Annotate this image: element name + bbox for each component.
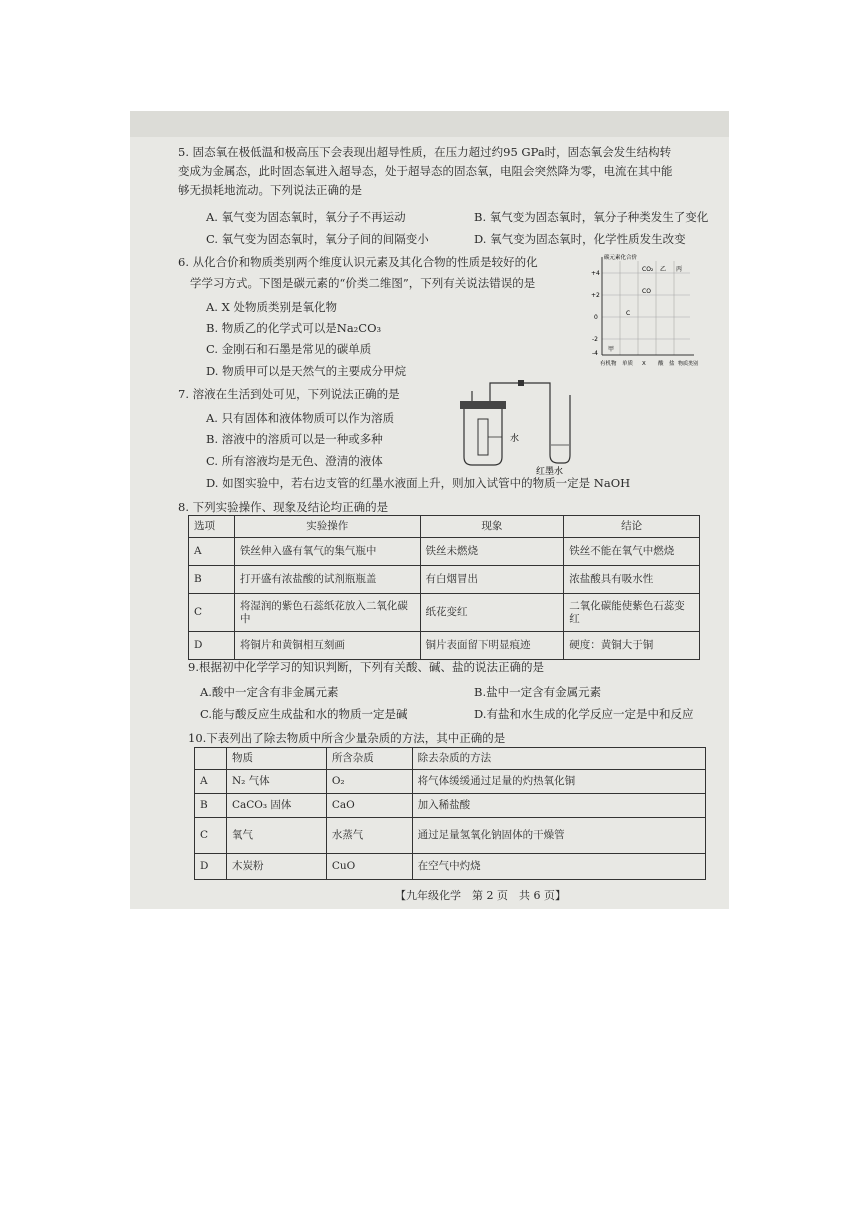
cell: 铁丝伸入盛有氧气的集气瓶中 [234, 538, 420, 566]
q6-line2: 学学习方式。下图是碳元素的“价类二维图”，下列有关说法错误的是 [190, 276, 536, 290]
tick-0: 0 [594, 314, 598, 321]
cell: 将气体缓缓通过足量的灼热氧化铜 [412, 770, 705, 794]
q8-header: 现象 [420, 516, 564, 538]
tube-clamp [518, 380, 524, 386]
q9-title: 9.根据初中化学学习的知识判断，下列有关酸、碱、盐的说法正确的是 [188, 660, 544, 674]
q5-line1: 5. 固态氧在极低温和极高压下会表现出超导性质，在压力超过约95 GPa时，固态氧会发生结构转 [178, 145, 672, 159]
xlabel-element: 单质 [622, 361, 634, 367]
cell: 硬度：黄铜大于铜 [564, 632, 700, 660]
q5-option-b: B. 氧气变为固态氧时，氧分子种类发生了变化 [474, 210, 709, 224]
q8-table [188, 515, 700, 660]
point-yi: 乙 [660, 266, 667, 273]
q5-option-c: C. 氧气变为固态氧时，氧分子间的间隔变小 [206, 232, 429, 246]
q7-line1: 7. 溶液在生活到处可见，下列说法正确的是 [178, 387, 400, 401]
page-footer: 【九年级化学 第 2 页 共 6 页】 [395, 889, 566, 902]
tick-p4: +4 [591, 270, 600, 277]
cell: 木炭粉 [226, 854, 326, 880]
cell: 浓盐酸具有吸水性 [564, 566, 700, 594]
q10-table [194, 747, 706, 880]
cell: 二氧化碳能使紫色石蕊变红 [564, 594, 700, 632]
point-bing: 丙 [676, 266, 683, 273]
apparatus-diagram [450, 375, 580, 475]
q9-option-c: C.能与酸反应生成盐和水的物质一定是碱 [200, 707, 408, 721]
cell: D [195, 854, 227, 880]
point-co: CO [642, 288, 651, 295]
q7-option-d: D. 如图实验中，若右边支管的红墨水液面上升，则加入试管中的物质一定是 NaOH [206, 476, 631, 490]
table-row [195, 818, 706, 854]
q6-line1: 6. 从化合价和物质类别两个维度认识元素及其化合物的性质是较好的化 [178, 255, 538, 269]
xlabel-category: 物质类别 [678, 361, 699, 367]
cell: C [189, 594, 235, 632]
cell: 铁丝不能在氧气中燃烧 [564, 538, 700, 566]
cell: 铜片表面留下明显痕迹 [420, 632, 564, 660]
q8-header: 实验操作 [234, 516, 420, 538]
q9-option-b: B.盐中一定含有金属元素 [474, 685, 602, 699]
point-c: C [626, 310, 631, 317]
diagram-ylabel: 碳元素化合价 [604, 255, 638, 261]
cell: CaCO₃ 固体 [226, 794, 326, 818]
cell: A [195, 770, 227, 794]
q5-option-a: A. 氧气变为固态氧时，氧分子不再运动 [206, 210, 406, 224]
q5-option-d: D. 氧气变为固态氧时，化学性质发生改变 [474, 232, 686, 246]
xlabel-x: X [642, 361, 646, 367]
valence-class-diagram [582, 251, 700, 371]
inner-test-tube [478, 419, 488, 455]
q5-line2: 变成为金属态，此时固态氧进入超导态，处于超导态的固态氧，电阻会突然降为零，电流在其中能 [178, 164, 673, 178]
q7-option-b: B. 溶液中的溶质可以是一种或多种 [206, 432, 383, 446]
q10-header: 物质 [226, 748, 326, 770]
tick-m2: -2 [592, 336, 598, 343]
point-co2: CO₂ [642, 266, 654, 273]
q8-header: 选项 [189, 516, 235, 538]
flask-stopper [460, 401, 506, 409]
q7-option-a: A. 只有固体和液体物质可以作为溶质 [206, 411, 395, 425]
q6-option-a: A. X 处物质类别是氧化物 [206, 300, 337, 314]
xlabel-organic: 有机物 [600, 361, 617, 367]
table-row [189, 594, 700, 632]
table-row [189, 632, 700, 660]
cell: O₂ [326, 770, 412, 794]
table-row [195, 794, 706, 818]
point-jia: 甲 [608, 346, 615, 353]
cell: A [189, 538, 235, 566]
table-row [195, 854, 706, 880]
cell: C [195, 818, 227, 854]
cell: 有白烟冒出 [420, 566, 564, 594]
q10-header [195, 748, 227, 770]
exam-photo [130, 111, 729, 909]
tick-m4: -4 [592, 350, 598, 357]
cell: 水蒸气 [326, 818, 412, 854]
q10-header-row [195, 748, 706, 770]
label-red-ink: 红墨水 [536, 467, 564, 475]
cell: 打开盛有浓盐酸的试剂瓶瓶盖 [234, 566, 420, 594]
photo-top-shade [130, 111, 729, 137]
table-row [189, 566, 700, 594]
q8-header: 结论 [564, 516, 700, 538]
q9-option-d: D.有盐和水生成的化学反应一定是中和反应 [474, 707, 694, 721]
table-row [195, 770, 706, 794]
tick-p2: +2 [591, 292, 600, 299]
cell: 将铜片和黄铜相互刻画 [234, 632, 420, 660]
cell: 铁丝未燃烧 [420, 538, 564, 566]
q7-option-c: C. 所有溶液均是无色、澄清的液体 [206, 454, 383, 468]
q6-option-d: D. 物质甲可以是天然气的主要成分甲烷 [206, 364, 407, 378]
xlabel-acid: 酸 [658, 361, 664, 367]
q8-title: 8. 下列实验操作、现象及结论均正确的是 [178, 500, 389, 514]
label-water: 水 [510, 434, 520, 444]
cell: 在空气中灼烧 [412, 854, 705, 880]
q10-header: 所含杂质 [326, 748, 412, 770]
cell: 纸花变红 [420, 594, 564, 632]
cell: B [189, 566, 235, 594]
q5-line3: 够无损耗地流动。下列说法正确的是 [178, 183, 362, 197]
cell: CaO [326, 794, 412, 818]
cell: 加入稀盐酸 [412, 794, 705, 818]
cell: 将湿润的紫色石蕊纸花放入二氧化碳中 [234, 594, 420, 632]
q9-option-a: A.酸中一定含有非金属元素 [200, 685, 339, 699]
cell: 通过足量氢氧化钠固体的干燥管 [412, 818, 705, 854]
table-row [189, 538, 700, 566]
cell: N₂ 气体 [226, 770, 326, 794]
cell: CuO [326, 854, 412, 880]
q10-title: 10.下表列出了除去物质中所含少量杂质的方法，其中正确的是 [188, 731, 506, 745]
cell: B [195, 794, 227, 818]
cell: 氧气 [226, 818, 326, 854]
q6-option-b: B. 物质乙的化学式可以是Na₂CO₃ [206, 321, 382, 335]
q10-header: 除去杂质的方法 [412, 748, 705, 770]
xlabel-salt: 盐 [669, 361, 675, 367]
q6-option-c: C. 金刚石和石墨是常见的碳单质 [206, 342, 372, 356]
q8-header-row [189, 516, 700, 538]
cell: D [189, 632, 235, 660]
